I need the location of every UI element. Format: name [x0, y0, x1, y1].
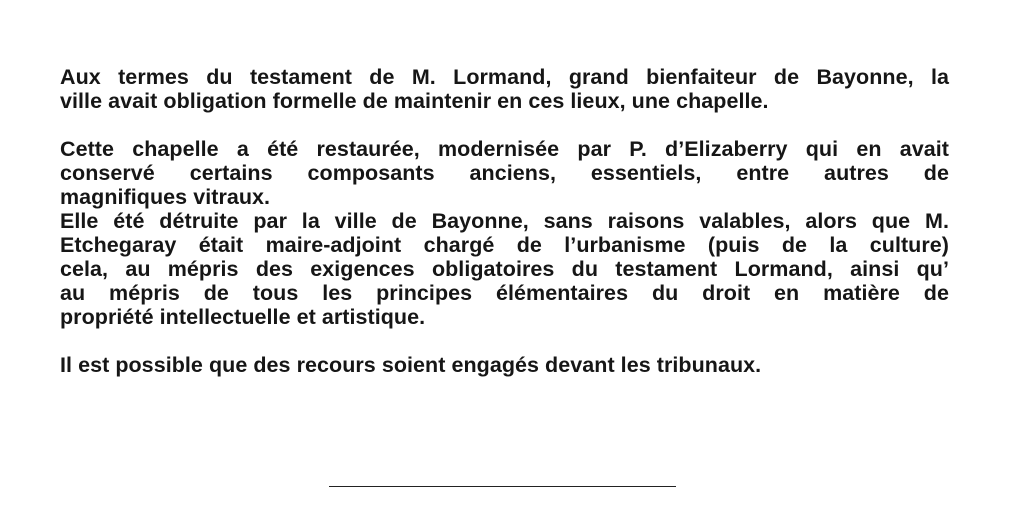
paragraph-testament: [60, 65, 949, 113]
closing-divider-line: [329, 486, 676, 487]
text-line: au mépris de tous les principes élémentaires du droit en matière de: [60, 281, 949, 305]
text-line: Il est possible que des recours soient engagés devant les tribunaux.: [60, 353, 762, 377]
text-line: ville avait obligation formelle de maintenir en ces lieux, une chapelle.: [60, 89, 769, 113]
text-line: conservé certains composants anciens, essentiels, entre autres de: [60, 161, 949, 185]
text-line: propriété intellectuelle et artistique.: [60, 305, 426, 329]
paragraph-destruction: [60, 209, 949, 329]
text-line: Elle été détruite par la ville de Bayonne, sans raisons valables, alors que M.: [60, 209, 949, 233]
paragraph-restoration: [60, 137, 949, 209]
text-line: Etchegaray était maire-adjoint chargé de l’urbanisme (puis de la culture): [60, 233, 949, 257]
text-line: Cette chapelle a été restaurée, modernisée par P. d’Elizaberry qui en avait: [60, 137, 949, 161]
paragraph-legal-recourse: [60, 353, 949, 377]
paragraph-spacer: [60, 113, 949, 137]
text-line: cela, au mépris des exigences obligatoires du testament Lormand, ainsi qu’: [60, 257, 949, 281]
document-body: [60, 65, 949, 377]
text-line: magnifiques vitraux.: [60, 185, 271, 209]
text-line: Aux termes du testament de M. Lormand, grand bienfaiteur de Bayonne, la: [60, 65, 949, 89]
paragraph-spacer: [60, 329, 949, 353]
